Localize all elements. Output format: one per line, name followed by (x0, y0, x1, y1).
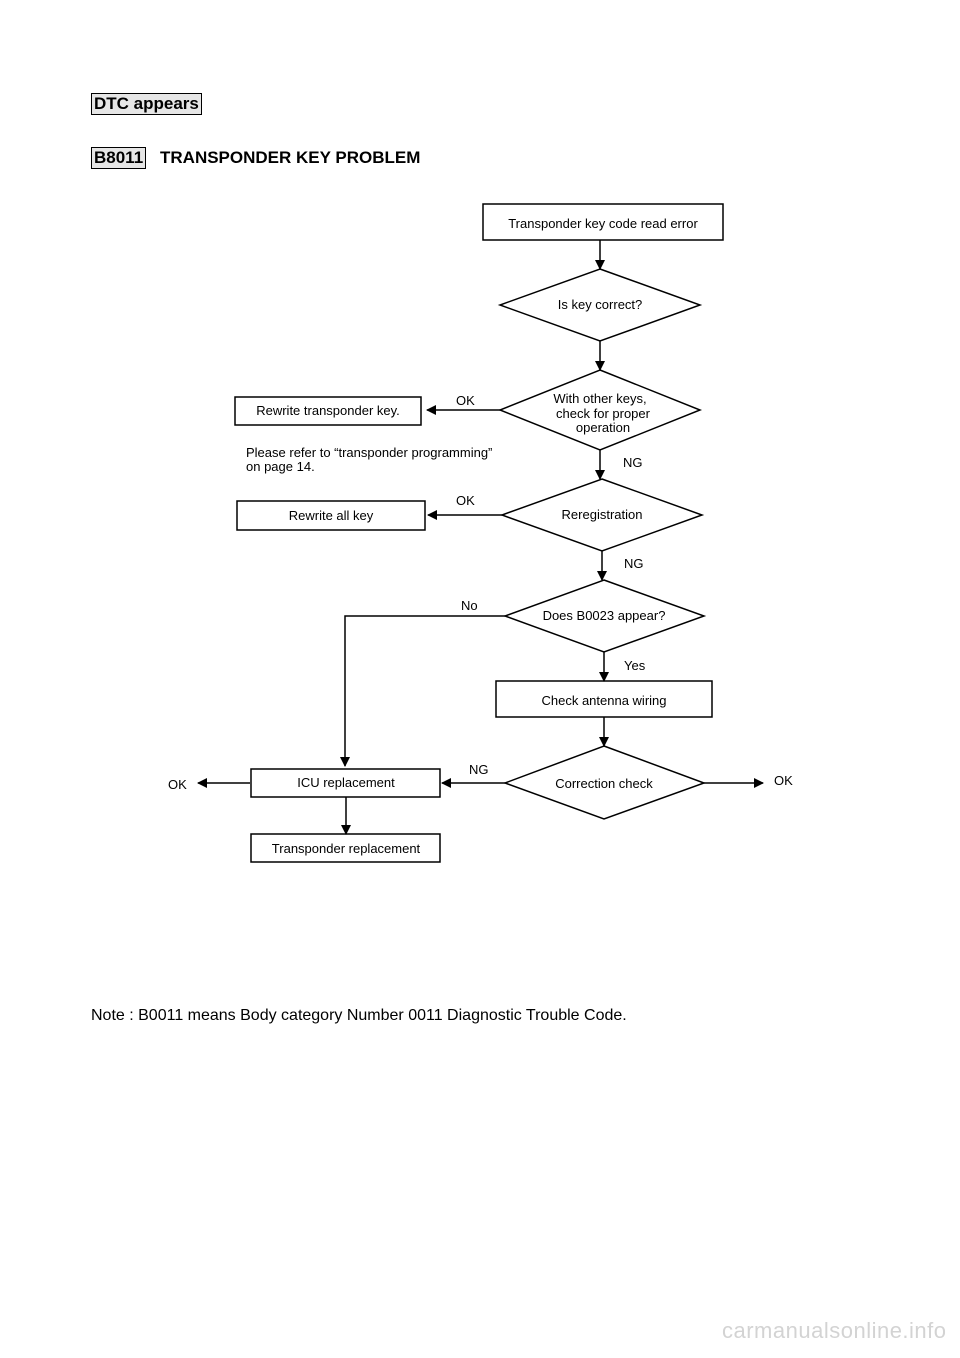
node-other-keys-line-1: With other keys, (553, 391, 647, 406)
node-transponder-replacement-text: Transponder replacement (271, 841, 421, 856)
label-ng-reregistration: NG (624, 556, 644, 571)
page-title: TRANSPONDER KEY PROBLEM (160, 148, 421, 167)
section-heading: DTC appears (91, 93, 202, 115)
footer-note: Note : B0011 means Body category Number 0011 Diagnostic Trouble Code. (91, 1007, 627, 1024)
node-other-keys-line-2: check for proper (556, 406, 650, 421)
label-ok-icu: OK (168, 777, 187, 792)
node-correction-check-text: Correction check (555, 776, 653, 791)
label-ng-other-keys: NG (623, 455, 643, 470)
label-ok-other-keys: OK (456, 393, 475, 408)
node-other-keys-line-3: operation (575, 420, 631, 435)
programming-note-line-1: Please refer to “transponder programming” (246, 445, 493, 460)
connector-b0023-no (345, 616, 505, 766)
label-ok-correction: OK (774, 773, 793, 788)
label-yes-b0023: Yes (624, 658, 646, 673)
label-no-b0023: No (461, 598, 478, 613)
dtc-code: B8011 (91, 147, 146, 169)
label-ng-correction: NG (469, 762, 489, 777)
watermark: carmanualsonline.info (722, 1318, 947, 1343)
node-start-text: Transponder key code read error (508, 216, 698, 231)
label-ok-reregistration: OK (456, 493, 475, 508)
node-rewrite-transponder-text: Rewrite transponder key. (256, 403, 400, 418)
programming-note-line-2: on page 14. (246, 459, 315, 474)
node-b0023-text: Does B0023 appear? (542, 608, 666, 623)
node-rewrite-all-text: Rewrite all key (288, 508, 374, 523)
node-check-antenna-text: Check antenna wiring (541, 693, 667, 708)
node-icu-replacement-text: ICU replacement (297, 775, 395, 790)
node-reregistration-text: Reregistration (561, 507, 643, 522)
node-key-correct-text: Is key correct? (557, 297, 643, 312)
